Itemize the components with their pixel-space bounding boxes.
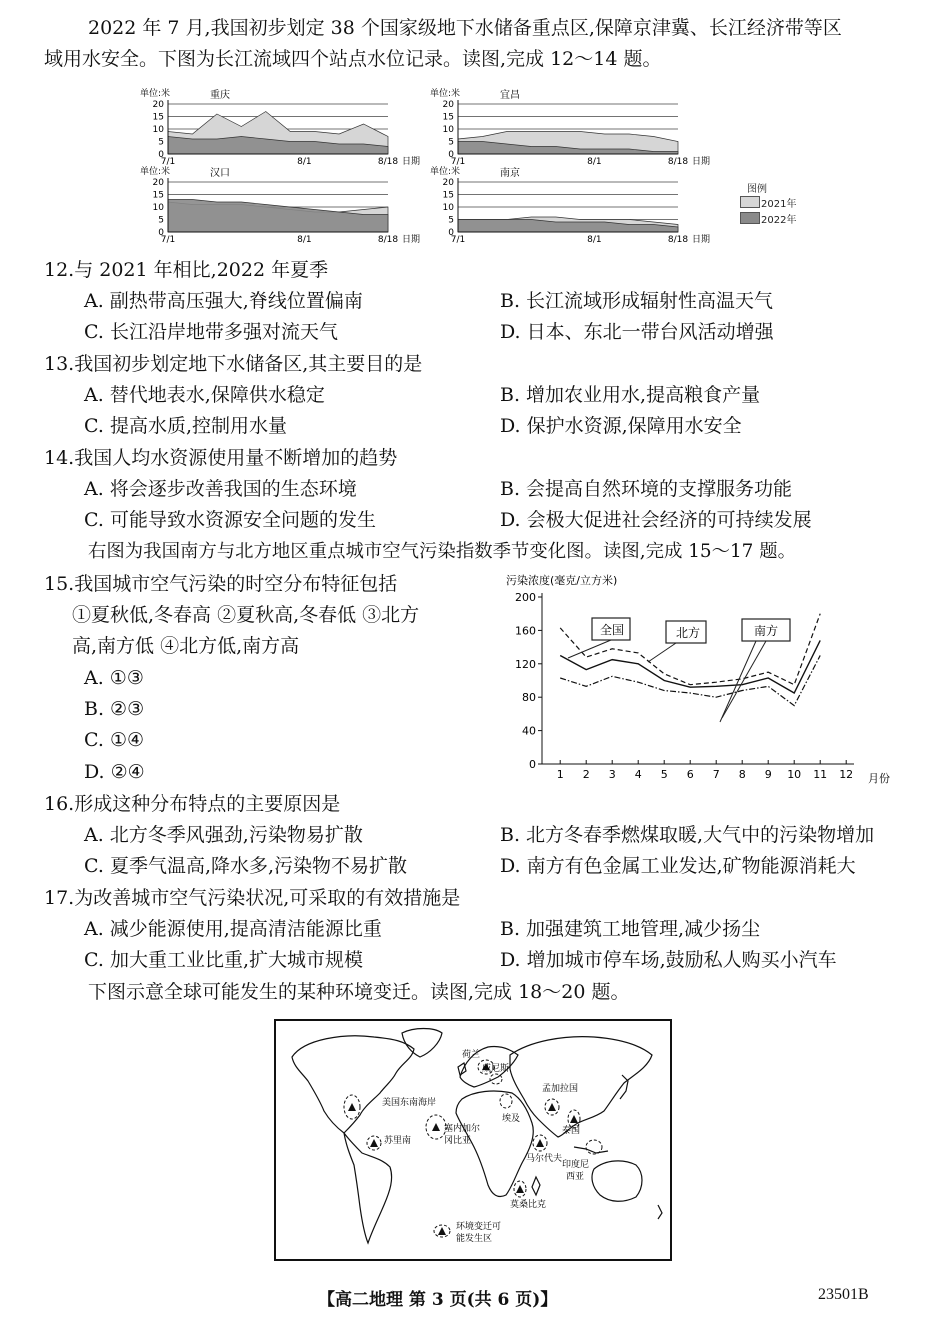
legend-text-1: 环境变迁可 xyxy=(456,1222,502,1232)
x-tick-label: 7/1 xyxy=(160,157,176,167)
q17-option-b: B. 加强建筑工地管理,减少扬尘 xyxy=(500,918,761,940)
legend-title: 图例 xyxy=(747,184,767,195)
y-tick-label: 10 xyxy=(442,203,454,213)
water-panel-2 xyxy=(140,165,420,245)
leader-national xyxy=(568,640,611,658)
label-north: 北方 xyxy=(676,626,701,640)
x-tick-label: 4 xyxy=(634,768,642,781)
y-tick-label: 20 xyxy=(442,178,454,188)
label-egypt: 埃及 xyxy=(502,1114,521,1124)
q14-option-a: A. 将会逐步改善我国的生态环境 xyxy=(84,478,357,500)
y-tick-label: 5 xyxy=(158,137,164,148)
leader-south-1 xyxy=(722,641,766,718)
y-tick-label: 40 xyxy=(522,724,536,738)
intro-3: 下图示意全球可能发生的某种环境变迁。读图,完成 18～20 题。 xyxy=(88,981,630,1003)
q15-items-line-2: 高,南方低 ④北方低,南方高 xyxy=(72,635,300,657)
pollution-y-label: 污染浓度(毫克/立方米) xyxy=(506,574,618,587)
x-tick-label: 7/1 xyxy=(450,157,466,167)
y-tick-label: 0 xyxy=(448,150,454,160)
q16-stem: 16.形成这种分布特点的主要原因是 xyxy=(44,793,341,815)
label-suriname: 苏里南 xyxy=(384,1136,412,1146)
q13-option-c: C. 提高水质,控制用水量 xyxy=(84,415,287,437)
y-tick-label: 15 xyxy=(442,190,454,201)
station-name: 南京 xyxy=(500,168,520,179)
x-tick-label: 12 xyxy=(839,768,854,781)
x-tick-label: 8/1 xyxy=(587,235,602,245)
q17-option-a: A. 减少能源使用,提高清洁能源比重 xyxy=(84,918,382,940)
legend-swatch-2021 xyxy=(740,196,760,208)
y-tick-label: 80 xyxy=(522,691,536,705)
label-maldives: 马尔代夫 xyxy=(526,1154,563,1164)
y-tick-label: 120 xyxy=(515,657,536,671)
y-tick-label: 200 xyxy=(515,591,536,604)
x-axis-label: 日期 xyxy=(402,235,421,245)
leader-north xyxy=(648,643,676,662)
label-bangladesh: 孟加拉国 xyxy=(542,1084,579,1094)
y-tick-label: 0 xyxy=(158,228,164,238)
label-south: 南方 xyxy=(754,624,779,638)
water-panel-0 xyxy=(140,87,420,167)
world-map xyxy=(274,1019,672,1261)
x-tick-label: 8/18 xyxy=(377,235,399,245)
y-tick-label: 160 xyxy=(515,624,536,638)
label-senegal: 塞内加尔 xyxy=(444,1124,481,1134)
exam-code: 23501B xyxy=(818,1286,869,1303)
q13-option-d: D. 保护水资源,保障用水安全 xyxy=(500,415,742,437)
intro-line-1: 2022 年 7 月,我国初步划定 38 个国家级地下水储备重点区,保障京津冀、长江经济带等区 xyxy=(88,17,842,39)
label-netherlands: 荷兰 xyxy=(462,1050,481,1060)
area-series-2022年 xyxy=(168,200,388,233)
q15-items-line-1: ①夏秋低,冬春高 ②夏秋高,冬春低 ③北方 xyxy=(72,604,420,626)
y-tick-label: 10 xyxy=(152,125,164,135)
q17-stem: 17.为改善城市空气污染状况,可采取的有效措施是 xyxy=(44,887,461,909)
q12-option-b: B. 长江流域形成辐射性高温天气 xyxy=(500,290,774,312)
legend-text-2: 能发生区 xyxy=(456,1234,493,1244)
unit-label: 单位:米 xyxy=(140,89,171,99)
y-tick-label: 0 xyxy=(158,150,164,160)
q12-option-a: A. 副热带高压强大,脊线位置偏南 xyxy=(84,290,363,312)
x-tick-label: 8/18 xyxy=(377,157,399,167)
x-tick-label: 8/1 xyxy=(587,157,602,167)
q12-stem: 12.与 2021 年相比,2022 年夏季 xyxy=(44,259,329,281)
y-tick-label: 15 xyxy=(152,190,164,201)
q17-option-c: C. 加大重工业比重,扩大城市规模 xyxy=(84,949,363,971)
label-us-coast: 美国东南海岸 xyxy=(382,1098,437,1108)
x-axis-label: 日期 xyxy=(402,157,421,167)
y-tick-label: 15 xyxy=(442,112,454,123)
legend-swatch-2022 xyxy=(740,212,760,224)
y-tick-label: 20 xyxy=(442,100,454,110)
y-tick-label: 0 xyxy=(448,228,454,238)
x-tick-label: 3 xyxy=(608,768,616,781)
q14-stem: 14.我国人均水资源使用量不断增加的趋势 xyxy=(44,447,398,469)
x-tick-label: 6 xyxy=(686,768,694,781)
y-tick-label: 15 xyxy=(152,112,164,123)
unit-label: 单位:米 xyxy=(430,89,461,99)
label-thailand: 泰国 xyxy=(562,1126,581,1136)
x-tick-label: 8/1 xyxy=(297,235,312,245)
y-tick-label: 5 xyxy=(448,215,454,226)
station-name: 重庆 xyxy=(210,90,230,101)
q15-stem: 15.我国城市空气污染的时空分布特征包括 xyxy=(44,573,398,595)
x-tick-label: 8/18 xyxy=(667,157,689,167)
intro-line-2: 域用水安全。下图为长江流域四个站点水位记录。读图,完成 12～14 题。 xyxy=(44,48,662,70)
q15-option-b: B. ②③ xyxy=(84,698,145,720)
x-tick-label: 9 xyxy=(764,768,772,781)
pollution-chart xyxy=(496,570,911,785)
leader-south-2 xyxy=(720,641,756,722)
x-tick-label: 5 xyxy=(660,768,668,781)
y-tick-label: 10 xyxy=(152,203,164,213)
x-tick-label: 7/1 xyxy=(160,235,176,245)
label-gambia: 冈比亚 xyxy=(444,1136,472,1146)
series-line-南方 xyxy=(560,655,820,705)
label-indonesia-2: 西亚 xyxy=(566,1172,585,1182)
x-axis-label: 日期 xyxy=(692,157,711,167)
unit-label: 单位:米 xyxy=(430,167,461,177)
x-tick-label: 8/18 xyxy=(667,235,689,245)
label-indonesia-1: 印度尼 xyxy=(562,1160,590,1170)
station-name: 汉口 xyxy=(210,168,230,179)
legend-label-2021: 2021年 xyxy=(761,199,797,210)
q16-option-a: A. 北方冬季风强劲,污染物易扩散 xyxy=(84,824,363,846)
x-tick-label: 11 xyxy=(813,768,828,781)
q15-option-c: C. ①④ xyxy=(84,729,145,751)
q15-option-d: D. ②④ xyxy=(84,761,145,783)
legend-label-2022: 2022年 xyxy=(761,215,797,226)
q13-stem: 13.我国初步划定地下水储备区,其主要目的是 xyxy=(44,353,423,375)
q15-option-a: A. ①③ xyxy=(84,667,144,689)
q12-option-d: D. 日本、东北一带台风活动增强 xyxy=(500,321,774,343)
q14-option-d: D. 会极大促进社会经济的可持续发展 xyxy=(500,509,812,531)
page-footer: 【高二地理 第 3 页(共 6 页)】 xyxy=(318,1290,558,1310)
label-venice: 威尼斯 xyxy=(482,1064,510,1074)
intro-2: 右图为我国南方与北方地区重点城市空气污染指数季节变化图。读图,完成 15～17 题。 xyxy=(88,541,797,562)
x-tick-label: 7 xyxy=(712,768,720,781)
x-tick-label: 2 xyxy=(582,768,590,781)
q14-option-b: B. 会提高自然环境的支撑服务功能 xyxy=(500,478,793,500)
x-tick-label: 8 xyxy=(738,768,746,781)
label-national: 全国 xyxy=(600,623,625,637)
x-axis-label: 日期 xyxy=(692,235,711,245)
station-name: 宜昌 xyxy=(500,90,520,101)
pollution-x-label: 月份 xyxy=(868,772,890,785)
q13-option-a: A. 替代地表水,保障供水稳定 xyxy=(84,384,325,406)
y-tick-label: 20 xyxy=(152,100,164,110)
q14-option-c: C. 可能导致水资源安全问题的发生 xyxy=(84,509,376,531)
x-tick-label: 8/1 xyxy=(297,157,312,167)
q13-option-b: B. 增加农业用水,提高粮食产量 xyxy=(500,384,761,406)
y-tick-label: 20 xyxy=(152,178,164,188)
water-level-charts xyxy=(140,82,740,250)
q12-option-c: C. 长江沿岸地带多强对流天气 xyxy=(84,321,338,343)
q16-option-d: D. 南方有色金属工业发达,矿物能源消耗大 xyxy=(500,855,856,877)
water-panel-3 xyxy=(430,165,710,245)
x-tick-label: 10 xyxy=(787,768,802,781)
y-tick-label: 0 xyxy=(529,758,536,771)
water-panel-1 xyxy=(430,87,710,167)
x-tick-label: 1 xyxy=(556,768,564,781)
label-mozambique: 莫桑比克 xyxy=(510,1200,547,1210)
q16-option-c: C. 夏季气温高,降水多,污染物不易扩散 xyxy=(84,855,408,877)
y-tick-label: 5 xyxy=(448,137,454,148)
unit-label: 单位:米 xyxy=(140,167,171,177)
q16-option-b: B. 北方冬春季燃煤取暖,大气中的污染物增加 xyxy=(500,824,875,846)
y-tick-label: 10 xyxy=(442,125,454,135)
y-tick-label: 5 xyxy=(158,215,164,226)
q17-option-d: D. 增加城市停车场,鼓励私人购买小汽车 xyxy=(500,949,837,971)
x-tick-label: 7/1 xyxy=(450,235,466,245)
